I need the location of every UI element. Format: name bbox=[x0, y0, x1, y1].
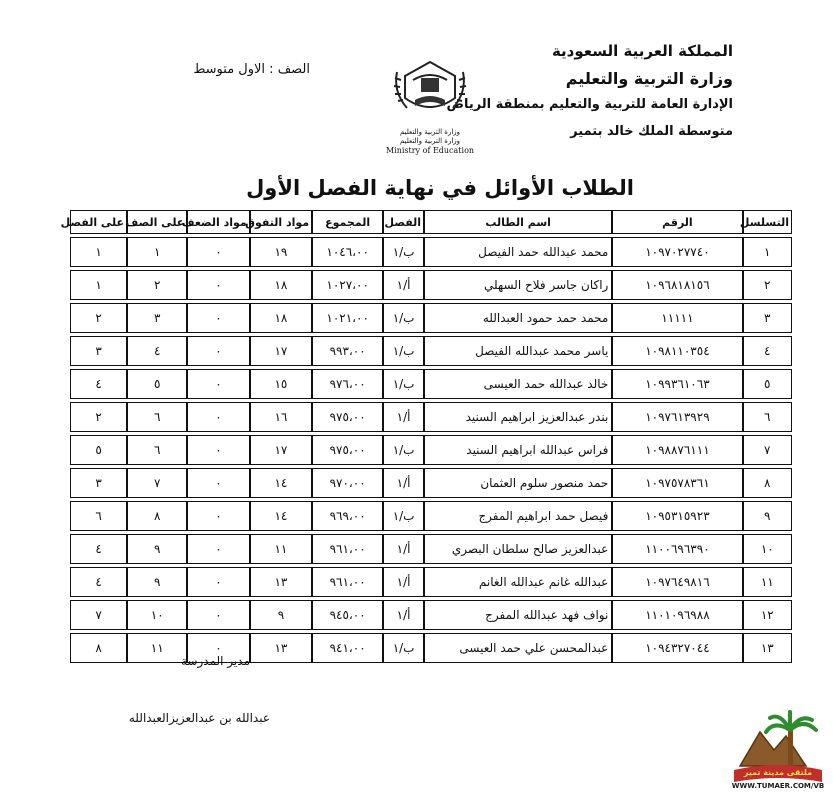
cell-id: ١٠٩٤٣٢٧٠٤٤ bbox=[612, 633, 742, 663]
watermark-text: ملتقى مدينة تمير bbox=[743, 768, 813, 777]
cell-id: ١٠٩٧٦٤٩٨١٦ bbox=[612, 567, 742, 597]
cell-excellence: ١٦ bbox=[250, 402, 312, 432]
cell-grade-rank: ٣ bbox=[127, 303, 187, 333]
header-directorate: الإدارة العامة للتربية والتعليم بمنطقة الرياض bbox=[446, 97, 733, 112]
cell-id: ١٠٩٨١١٠٣٥٤ bbox=[612, 336, 742, 366]
cell-serial: ٤ bbox=[743, 336, 792, 366]
cell-total: ٩٦١،٠٠ bbox=[312, 534, 383, 564]
cell-excellence: ١٨ bbox=[250, 303, 312, 333]
cell-grade-rank: ٢ bbox=[127, 270, 187, 300]
cell-total: ٩٧٥،٠٠ bbox=[312, 402, 383, 432]
cell-total: ٩٧٠،٠٠ bbox=[312, 468, 383, 498]
table-row bbox=[70, 336, 792, 366]
cell-total: ٩٧٥،٠٠ bbox=[312, 435, 383, 465]
table-header-row bbox=[70, 210, 792, 234]
table-row bbox=[70, 435, 792, 465]
cell-id: ١١٠١٠٩٦٩٨٨ bbox=[612, 600, 742, 630]
cell-excellence: ١٤ bbox=[250, 468, 312, 498]
col-class-rank-header: على الفصل bbox=[70, 210, 127, 234]
cell-class: ب/١ bbox=[383, 435, 424, 465]
cell-name: راكان جاسر فلاح السهلي bbox=[424, 270, 612, 300]
cell-grade-rank: ٩ bbox=[127, 567, 187, 597]
cell-class: ب/١ bbox=[383, 303, 424, 333]
cell-weakness: ٠ bbox=[187, 435, 249, 465]
cell-name: محمد عبدالله حمد الفيصل bbox=[424, 237, 612, 267]
table-row bbox=[70, 600, 792, 630]
cell-class-rank: ٤ bbox=[70, 369, 127, 399]
cell-class-rank: ٧ bbox=[70, 600, 127, 630]
cell-name: بندر عبدالعزيز ابراهيم السنيد bbox=[424, 402, 612, 432]
cell-excellence: ١١ bbox=[250, 534, 312, 564]
cell-grade-rank: ١١ bbox=[127, 633, 187, 663]
cell-name: فراس عبدالله ابراهيم السنيد bbox=[424, 435, 612, 465]
cell-id: ١٠٩٩٣٦١٠٦٣ bbox=[612, 369, 742, 399]
cell-total: ١٠٢٧،٠٠ bbox=[312, 270, 383, 300]
col-serial-header: التسلسل bbox=[743, 210, 792, 234]
cell-excellence: ١٧ bbox=[250, 435, 312, 465]
cell-total: ١٠٤٦،٠٠ bbox=[312, 237, 383, 267]
cell-grade-rank: ٤ bbox=[127, 336, 187, 366]
cell-grade-rank: ٦ bbox=[127, 402, 187, 432]
cell-grade-rank: ٦ bbox=[127, 435, 187, 465]
cell-excellence: ١٤ bbox=[250, 501, 312, 531]
header-school: متوسطة الملك خالد بتمير bbox=[570, 124, 733, 139]
cell-class: أ/١ bbox=[383, 567, 424, 597]
cell-name: عبدالعزيز صالح سلطان البصري bbox=[424, 534, 612, 564]
ministry-logo bbox=[385, 58, 475, 154]
col-class-header: الفصل bbox=[383, 210, 424, 234]
cell-grade-rank: ١٠ bbox=[127, 600, 187, 630]
cell-grade-rank: ١ bbox=[127, 237, 187, 267]
watermark-logo bbox=[730, 708, 826, 794]
cell-class-rank: ١ bbox=[70, 237, 127, 267]
cell-serial: ٩ bbox=[743, 501, 792, 531]
cell-name: عبدالمحسن علي حمد العيسى bbox=[424, 633, 612, 663]
cell-excellence: ١٣ bbox=[250, 633, 312, 663]
cell-serial: ١٠ bbox=[743, 534, 792, 564]
cell-name: خالد عبدالله حمد العيسى bbox=[424, 369, 612, 399]
header-ministry: وزارة التربية والتعليم bbox=[565, 69, 733, 88]
table-row bbox=[70, 567, 792, 597]
cell-id: ١٠٩٨٨٧٦١١١ bbox=[612, 435, 742, 465]
cell-id: ١٠٩٦٨١٨١٥٦ bbox=[612, 270, 742, 300]
header-country: المملكة العربية السعودية bbox=[551, 42, 733, 60]
cell-total: ٩٦١،٠٠ bbox=[312, 567, 383, 597]
cell-excellence: ١٥ bbox=[250, 369, 312, 399]
cell-class-rank: ٦ bbox=[70, 501, 127, 531]
cell-class-rank: ٢ bbox=[70, 402, 127, 432]
cell-serial: ١٣ bbox=[743, 633, 792, 663]
cell-name: محمد حمد حمود العبدالله bbox=[424, 303, 612, 333]
cell-grade-rank: ٧ bbox=[127, 468, 187, 498]
logo-caption-ar-1: وزارة التربية والتعليم bbox=[399, 128, 461, 136]
table-row bbox=[70, 270, 792, 300]
cell-serial: ٣ bbox=[743, 303, 792, 333]
cell-class: ب/١ bbox=[383, 369, 424, 399]
table-row bbox=[70, 468, 792, 498]
signature-title: مدير المدرسة bbox=[180, 654, 250, 668]
cell-id: ١٠٩٧٦١٣٩٢٩ bbox=[612, 402, 742, 432]
cell-weakness: ٠ bbox=[187, 633, 249, 663]
cell-weakness: ٠ bbox=[187, 468, 249, 498]
cell-total: ٩٩٣،٠٠ bbox=[312, 336, 383, 366]
cell-weakness: ٠ bbox=[187, 270, 249, 300]
col-grade-rank-header: على الصف bbox=[127, 210, 187, 234]
logo-caption-en: Ministry of Education bbox=[385, 146, 475, 155]
table-row bbox=[70, 402, 792, 432]
cell-class: أ/١ bbox=[383, 534, 424, 564]
cell-id: ١٠٩٥٣١٥٩٢٣ bbox=[612, 501, 742, 531]
cell-total: ٩٤١،٠٠ bbox=[312, 633, 383, 663]
cell-class: ب/١ bbox=[383, 336, 424, 366]
cell-class: ب/١ bbox=[383, 633, 424, 663]
cell-excellence: ٩ bbox=[250, 600, 312, 630]
cell-name: فيصل حمد ابراهيم المفرج bbox=[424, 501, 612, 531]
cell-class: أ/١ bbox=[383, 468, 424, 498]
cell-name: عبدالله غانم عبدالله الغانم bbox=[424, 567, 612, 597]
cell-class-rank: ٥ bbox=[70, 435, 127, 465]
page-title: الطلاب الأوائل في نهاية الفصل الأول bbox=[246, 176, 634, 200]
table-row bbox=[70, 237, 792, 267]
cell-serial: ١ bbox=[743, 237, 792, 267]
signature-name: عبدالله بن عبدالعزيزالعبدالله bbox=[128, 711, 270, 725]
col-total-header: المجموع bbox=[312, 210, 383, 234]
ministry-emblem-icon bbox=[385, 58, 475, 124]
cell-excellence: ١٣ bbox=[250, 567, 312, 597]
cell-class-rank: ٨ bbox=[70, 633, 127, 663]
cell-serial: ١١ bbox=[743, 567, 792, 597]
cell-name: حمد منصور سلوم العثمان bbox=[424, 468, 612, 498]
col-excellence-header: مواد التفوق bbox=[250, 210, 312, 234]
cell-class-rank: ٣ bbox=[70, 468, 127, 498]
cell-class-rank: ٤ bbox=[70, 534, 127, 564]
cell-weakness: ٠ bbox=[187, 336, 249, 366]
cell-class: ب/١ bbox=[383, 237, 424, 267]
cell-grade-rank: ٥ bbox=[127, 369, 187, 399]
table-row bbox=[70, 534, 792, 564]
cell-weakness: ٠ bbox=[187, 369, 249, 399]
cell-excellence: ١٩ bbox=[250, 237, 312, 267]
cell-id: ١٠٩٧٠٢٧٧٤٠ bbox=[612, 237, 742, 267]
cell-class-rank: ٢ bbox=[70, 303, 127, 333]
cell-weakness: ٠ bbox=[187, 534, 249, 564]
cell-grade-rank: ٨ bbox=[127, 501, 187, 531]
cell-id: ١١٠٠٦٩٦٣٩٠ bbox=[612, 534, 742, 564]
cell-serial: ٥ bbox=[743, 369, 792, 399]
cell-serial: ٢ bbox=[743, 270, 792, 300]
cell-class-rank: ٣ bbox=[70, 336, 127, 366]
cell-name: نواف فهد عبدالله المفرج bbox=[424, 600, 612, 630]
cell-serial: ٨ bbox=[743, 468, 792, 498]
cell-id: ١٠٩٧٥٧٨٣٦١ bbox=[612, 468, 742, 498]
cell-weakness: ٠ bbox=[187, 600, 249, 630]
cell-weakness: ٠ bbox=[187, 303, 249, 333]
cell-excellence: ١٧ bbox=[250, 336, 312, 366]
cell-class-rank: ٤ bbox=[70, 567, 127, 597]
table-row bbox=[70, 303, 792, 333]
cell-id: ١١١١١ bbox=[612, 303, 742, 333]
cell-grade-rank: ٩ bbox=[127, 534, 187, 564]
table-row bbox=[70, 501, 792, 531]
results-table bbox=[60, 210, 792, 663]
cell-serial: ١٢ bbox=[743, 600, 792, 630]
cell-weakness: ٠ bbox=[187, 501, 249, 531]
cell-serial: ٦ bbox=[743, 402, 792, 432]
cell-excellence: ١٨ bbox=[250, 270, 312, 300]
col-id-header: الرقم bbox=[612, 210, 742, 234]
cell-total: ٩٤٥،٠٠ bbox=[312, 600, 383, 630]
cell-class: أ/١ bbox=[383, 270, 424, 300]
cell-weakness: ٠ bbox=[187, 237, 249, 267]
table-row bbox=[70, 369, 792, 399]
cell-class: أ/١ bbox=[383, 600, 424, 630]
cell-total: ١٠٢١،٠٠ bbox=[312, 303, 383, 333]
cell-class-rank: ١ bbox=[70, 270, 127, 300]
cell-serial: ٧ bbox=[743, 435, 792, 465]
grade-label: الصف : الاول متوسط bbox=[193, 62, 310, 77]
cell-weakness: ٠ bbox=[187, 402, 249, 432]
logo-caption-ar-2: وزارة التربية والتعليم bbox=[399, 137, 461, 145]
col-name-header: اسم الطالب bbox=[424, 210, 612, 234]
cell-class: ب/١ bbox=[383, 501, 424, 531]
cell-total: ٩٧٦،٠٠ bbox=[312, 369, 383, 399]
cell-class: أ/١ bbox=[383, 402, 424, 432]
col-weakness-header: مواد الضعف bbox=[187, 210, 249, 234]
cell-weakness: ٠ bbox=[187, 567, 249, 597]
watermark-url[interactable]: WWW.TUMAER.COM/VB bbox=[731, 782, 825, 790]
cell-name: ياسر محمد عبدالله الفيصل bbox=[424, 336, 612, 366]
cell-total: ٩٦٩،٠٠ bbox=[312, 501, 383, 531]
